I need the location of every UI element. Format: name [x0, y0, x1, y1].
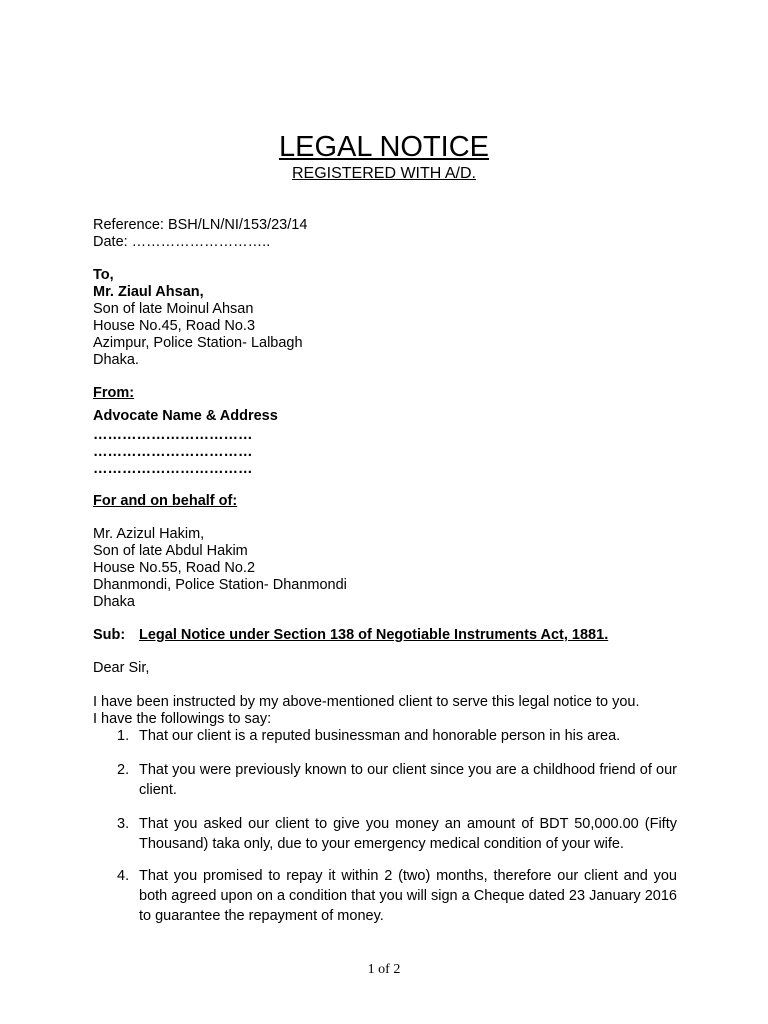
- from-label: From:: [93, 385, 135, 401]
- to-label: To,: [93, 267, 114, 283]
- reference-line: Reference: BSH/LN/NI/153/23/14: [93, 217, 308, 233]
- document-subtitle: REGISTERED WITH A/D.: [291, 165, 476, 182]
- behalf-label: For and on behalf of:: [93, 493, 238, 509]
- intro-line: I have been instructed by my above-mentioned client to serve this legal notice to you.: [93, 694, 640, 710]
- list-item-text: That our client is a reputed businessman and honorable person in his area.: [139, 728, 621, 744]
- advocate-blank: ……………………………: [93, 427, 253, 443]
- salutation: Dear Sir,: [93, 660, 150, 676]
- advocate-blank: ……………………………: [93, 444, 253, 460]
- subject-line: [93, 627, 608, 644]
- list-item-text: That you promised to repay it within 2 (two) months, therefore our client and you both agreed upon on a condition that you will sign a Cheque dated 23 January 2016 to guarantee the repayment of money.: [139, 868, 677, 924]
- client-line: Son of late Abdul Hakim: [93, 543, 248, 559]
- list-item: [117, 814, 677, 854]
- subject-text: Legal Notice under Section 138 of Negotiable Instruments Act, 1881.: [139, 627, 609, 643]
- list-item: [117, 866, 677, 926]
- recipient-line: Dhaka.: [93, 352, 139, 368]
- recipient-line: Azimpur, Police Station- Lalbagh: [93, 335, 303, 351]
- list-item: [117, 760, 677, 800]
- recipient-line: Son of late Moinul Ahsan: [93, 301, 254, 317]
- list-item-text: That you asked our client to give you money an amount of BDT 50,000.00 (Fifty Thousand) taka only, due to your emergency medical condition of your wife.: [139, 816, 677, 852]
- document-title: LEGAL NOTICE: [278, 131, 490, 163]
- list-item-number: 4.: [117, 868, 130, 884]
- date-line: Date: ………………………..: [93, 234, 271, 250]
- list-item-number: 1.: [117, 728, 130, 744]
- advocate-blank: ……………………………: [93, 461, 253, 477]
- page-number: 1 of 2: [367, 962, 401, 977]
- subject-label: Sub:: [93, 627, 126, 643]
- intro-line: I have the followings to say:: [93, 711, 272, 727]
- client-line: Dhaka: [93, 594, 135, 610]
- advocate-label: Advocate Name & Address: [93, 408, 278, 424]
- list-item-number: 3.: [117, 816, 130, 832]
- list-item-text: That you were previously known to our client since you are a childhood friend of our client.: [139, 762, 677, 798]
- client-line: Mr. Azizul Hakim,: [93, 526, 205, 542]
- list-item: [117, 726, 677, 746]
- client-line: House No.55, Road No.2: [93, 560, 256, 576]
- client-line: Dhanmondi, Police Station- Dhanmondi: [93, 577, 347, 593]
- recipient-name: Mr. Ziaul Ahsan,: [93, 284, 204, 300]
- list-item-number: 2.: [117, 762, 130, 778]
- recipient-line: House No.45, Road No.3: [93, 318, 256, 334]
